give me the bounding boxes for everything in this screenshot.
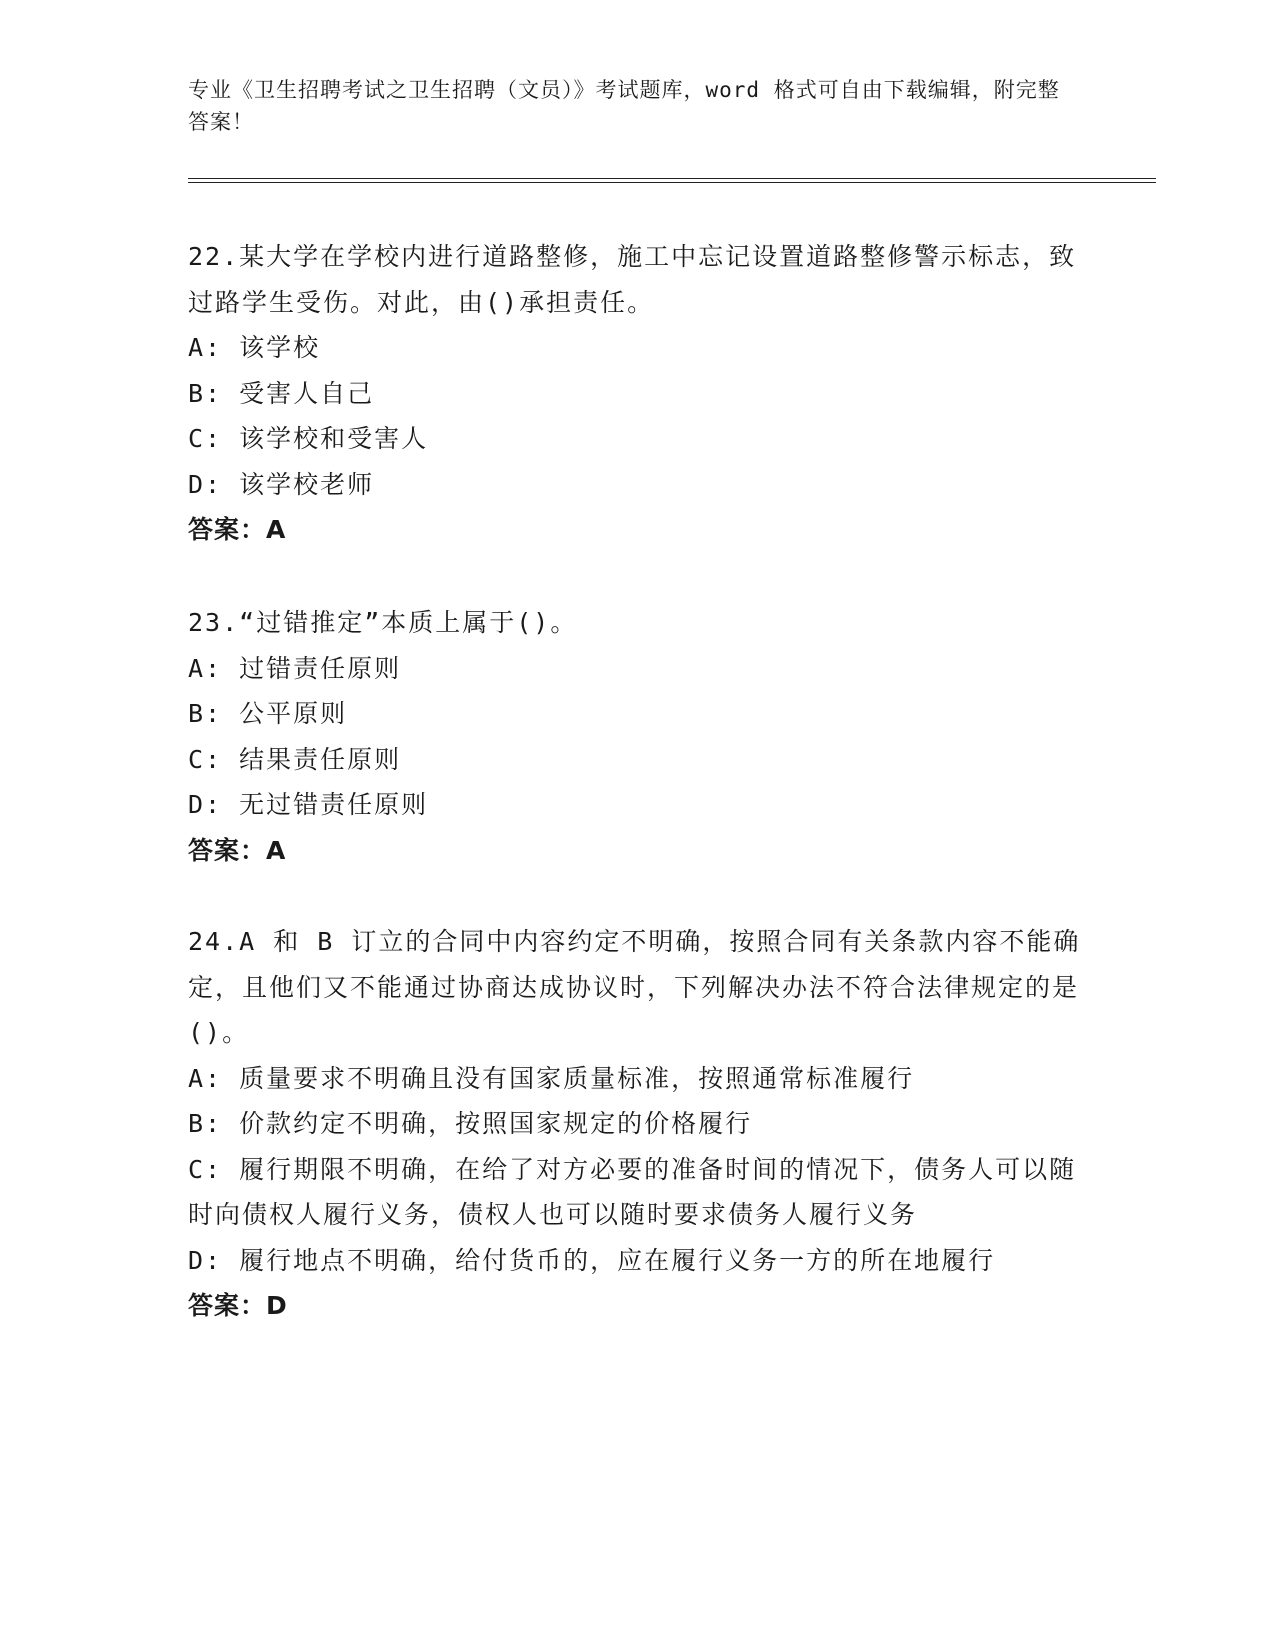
answer: 答案：D [188,1291,288,1320]
question-stem: 22.某大学在学校内进行道路整修，施工中忘记设置道路整修警示标志，致过路学生受伤。对此，由()承担责任。 [188,242,1077,317]
option-d: D: 无过错责任原则 [188,790,429,819]
question-stem: 23.“过错推定”本质上属于()。 [188,608,578,637]
option-c: C: 结果责任原则 [188,744,402,774]
answer: 答案：A [188,835,287,865]
option-a: A: 该学校 [188,333,321,362]
option-b: B: 公平原则 [188,699,348,728]
question-24 [188,919,1088,1329]
question-stem: 24.A 和 B 订立的合同中内容约定不明确，按照合同有关条款内容不能确定，且他们又不能通过协商达成协议时，下列解决办法不符合法律规定的是()。 [188,927,1081,1047]
option-c: C: 履行期限不明确，在给了对方必要的准备时间的情况下，债务人可以随时向债权人履行义务，债权人也可以随时要求债务人履行义务 [188,1154,1077,1229]
document-header: 专业《卫生招聘考试之卫生招聘（文员）》考试题库，word 格式可自由下载编辑，附完整答案！ [188,78,1060,134]
option-b: B: 价款约定不明确，按照国家规定的价格履行 [188,1109,753,1138]
option-d: D: 该学校老师 [188,469,375,499]
question-23 [188,600,1088,873]
option-a: A: 质量要求不明确且没有国家质量标准，按照通常标准履行 [188,1063,915,1093]
option-d: D: 履行地点不明确，给付货币的，应在履行义务一方的所在地履行 [188,1245,996,1275]
answer: 答案：A [188,515,287,544]
question-22 [188,234,1088,553]
header-divider [188,178,1156,183]
option-b: B: 受害人自己 [188,378,375,408]
option-c: C: 该学校和受害人 [188,424,429,453]
option-a: A: 过错责任原则 [188,653,402,683]
